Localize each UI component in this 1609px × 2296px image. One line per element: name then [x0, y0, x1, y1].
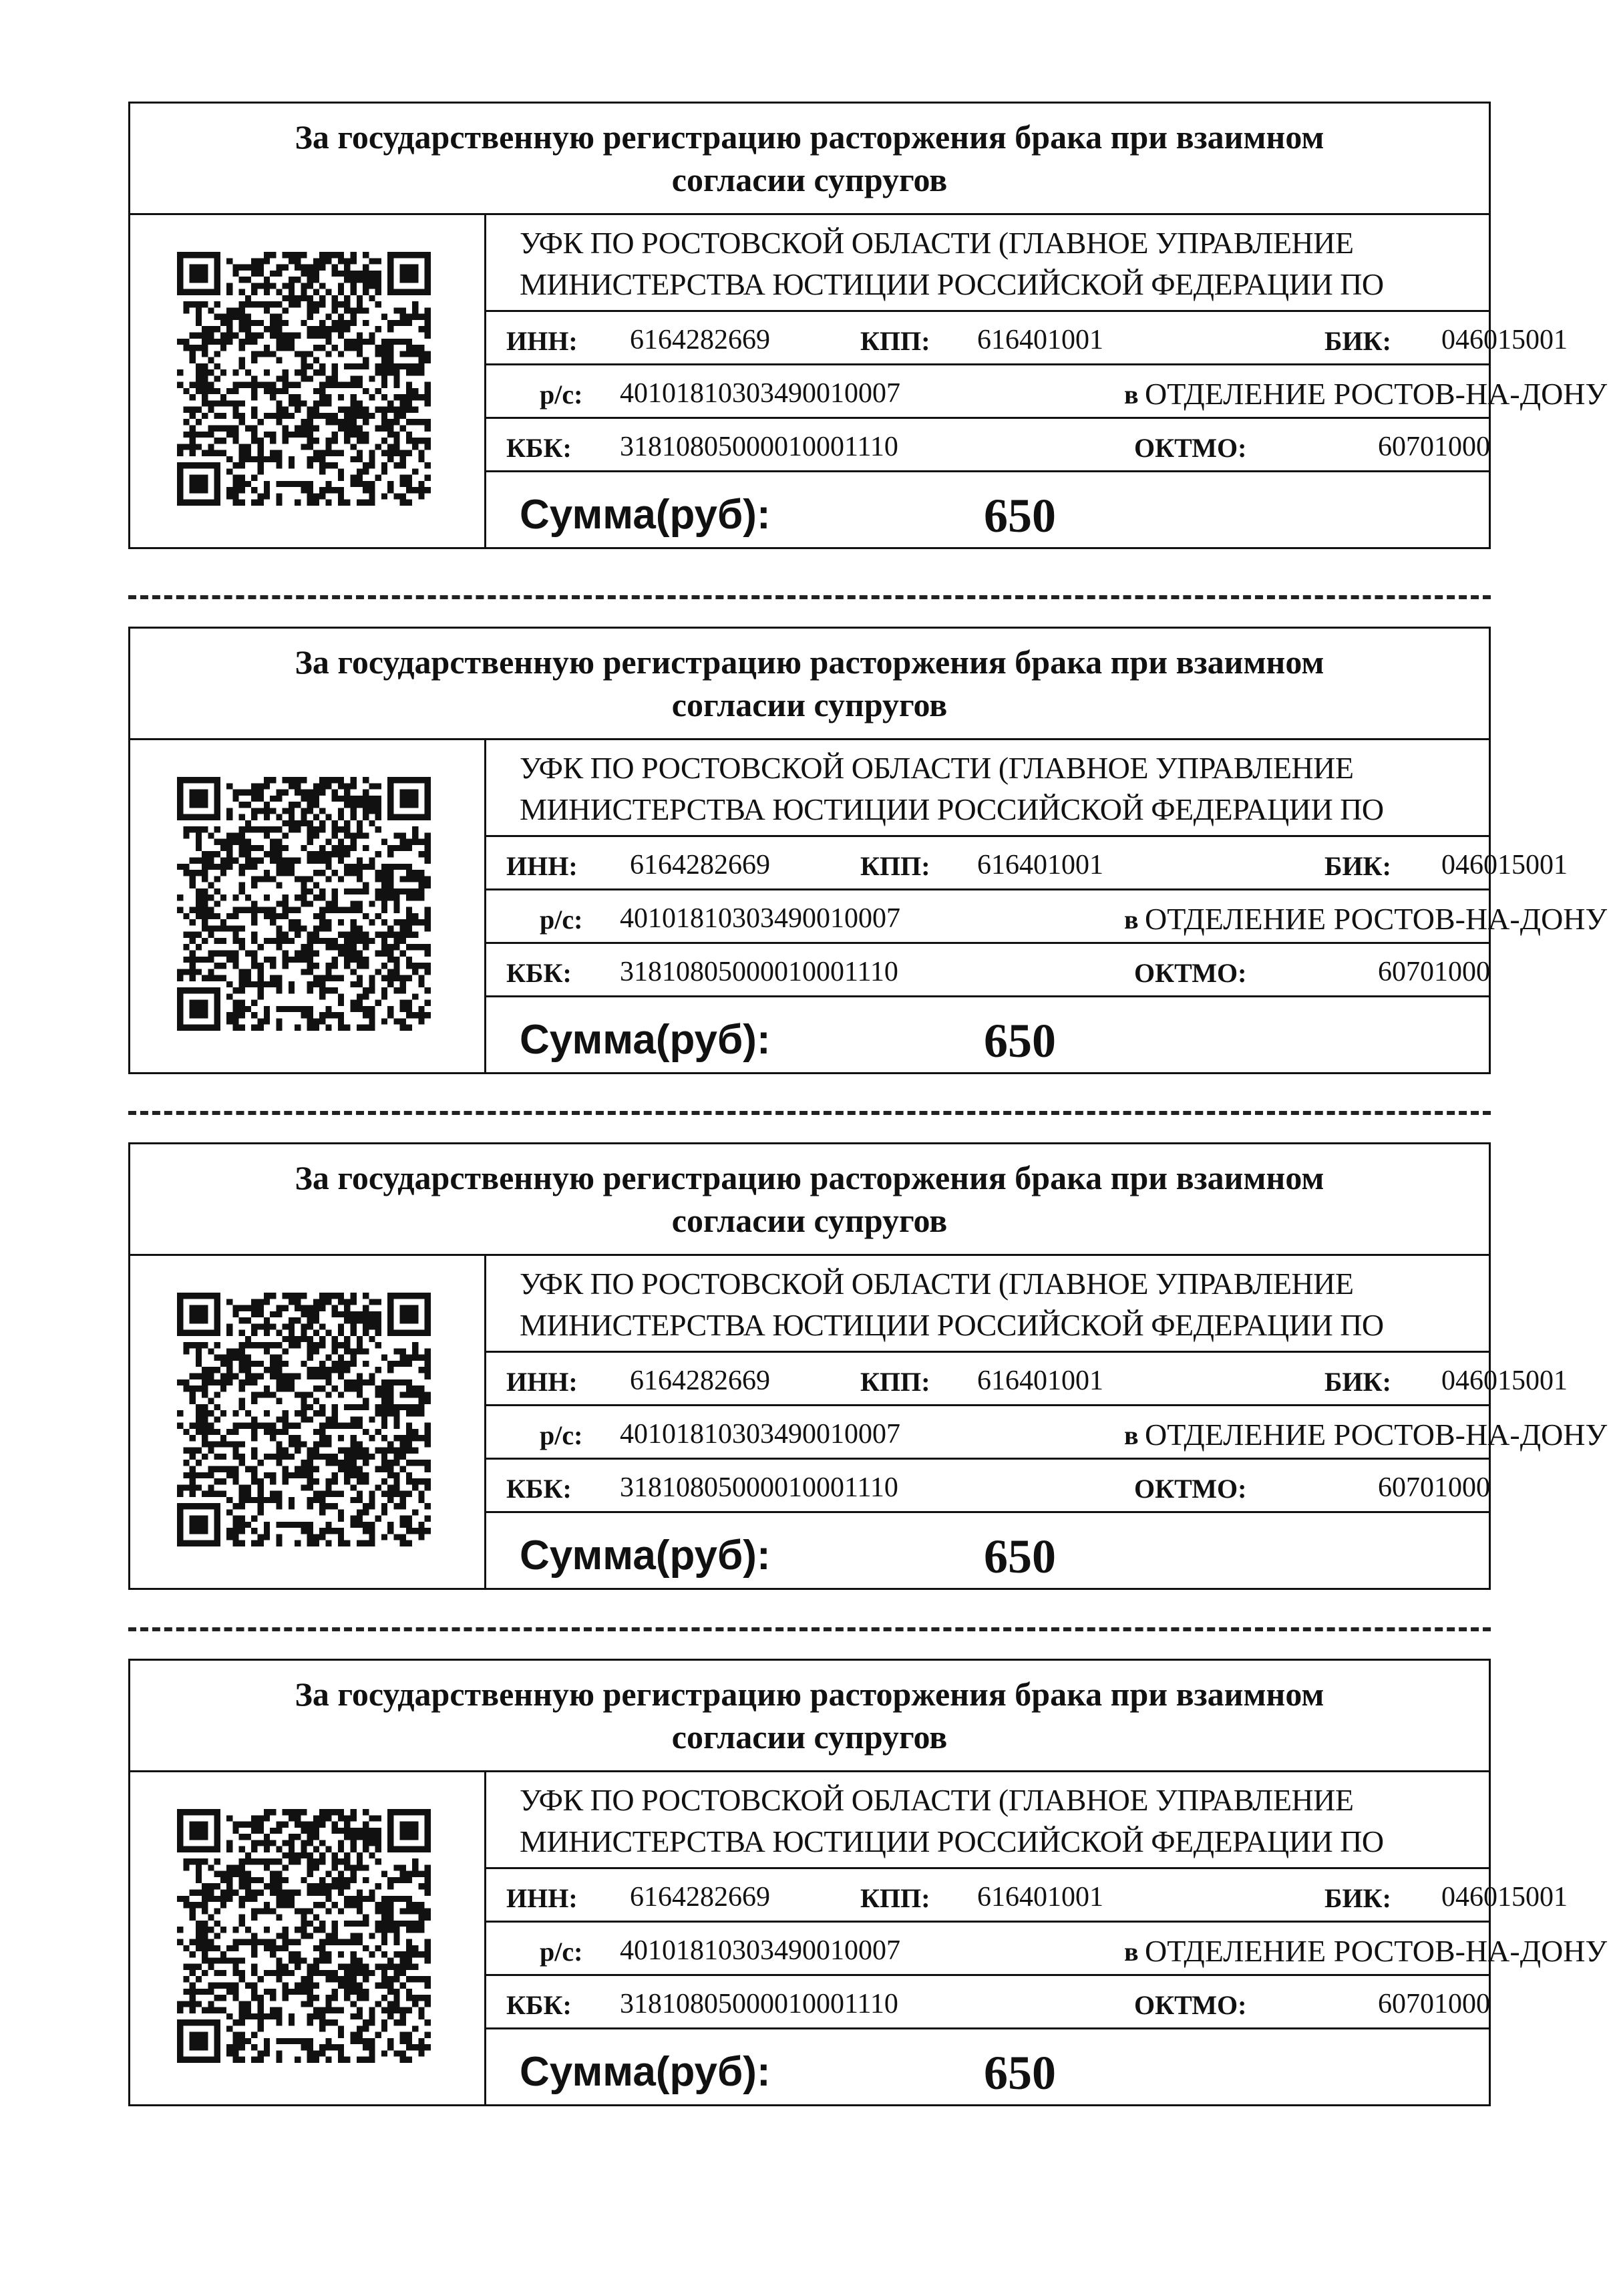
qr-code-icon: [177, 777, 431, 1031]
account-label: р/с:: [540, 1937, 583, 1967]
sum-label: Сумма(руб):: [520, 2049, 771, 2095]
payment-ticket-4: [128, 1659, 1608, 2106]
kpp-label: КПП:: [860, 1367, 930, 1397]
ticket-title: [130, 1144, 1489, 1256]
kbk-oktmo-row: [486, 419, 1489, 472]
bik-label: БИК:: [1324, 1883, 1391, 1913]
account-label: р/с:: [540, 1420, 583, 1450]
bik-label: БИК:: [1324, 1367, 1391, 1397]
sum-value: 650: [984, 1530, 1056, 1583]
cut-line: [128, 1627, 1491, 1631]
kpp-value: 616401001: [977, 325, 1103, 355]
qr-cell: [130, 1254, 486, 1588]
oktmo-value: 60701000: [1378, 1989, 1490, 2019]
payment-ticket-3: [128, 1142, 1608, 1590]
kbk-oktmo-row: [486, 944, 1489, 997]
kbk-label: КБК:: [506, 1474, 572, 1504]
bik-value: 046015001: [1441, 1365, 1568, 1396]
bank-name: ОТДЕЛЕНИЕ РОСТОВ-НА-ДОНУ: [1145, 377, 1608, 411]
recipient-row: [486, 1770, 1489, 1869]
bik-label: БИК:: [1324, 851, 1391, 881]
sum-value: 650: [984, 2046, 1056, 2100]
sum-row: [486, 1513, 1489, 1588]
inn-value: 6164282669: [630, 1882, 770, 1913]
ticket-title: [130, 629, 1489, 740]
account-row: [486, 1923, 1608, 1976]
kbk-value: 31810805000010001110: [620, 1989, 898, 2019]
inn-kpp-bik-row: [486, 1869, 1568, 1923]
recipient-line-2: МИНИСТЕРСТВА ЮСТИЦИИ РОССИЙСКОЙ ФЕДЕРАЦИИ ПО: [520, 267, 1384, 301]
title-line-1: За государственную регистрацию расторжения брака при взаимном: [295, 1675, 1324, 1713]
ticket-title: [130, 104, 1489, 215]
inn-value: 6164282669: [630, 850, 770, 880]
bank-name: ОТДЕЛЕНИЕ РОСТОВ-НА-ДОНУ: [1145, 902, 1608, 936]
ticket-title: [130, 1661, 1489, 1772]
account-label: р/с:: [540, 905, 583, 935]
qr-cell: [130, 738, 486, 1072]
account-value: 40101810303490010007: [620, 1419, 900, 1450]
bank-name: ОТДЕЛЕНИЕ РОСТОВ-НА-ДОНУ: [1145, 1934, 1608, 1968]
inn-kpp-bik-row: [486, 1353, 1568, 1406]
kbk-value: 31810805000010001110: [620, 957, 898, 987]
title-line-2: согласии супругов: [671, 1202, 948, 1239]
inn-label: ИНН:: [506, 326, 578, 356]
inn-label: ИНН:: [506, 1883, 578, 1913]
cut-line: [128, 1111, 1491, 1115]
recipient-row: [486, 1254, 1489, 1353]
bank-preposition: в: [1124, 1937, 1139, 1967]
qr-code-icon: [177, 1809, 431, 2063]
kpp-value: 616401001: [977, 1882, 1103, 1913]
recipient-line-1: УФК ПО РОСТОВСКОЙ ОБЛАСТИ (ГЛАВНОЕ УПРАВЛЕНИЕ: [520, 226, 1354, 260]
kbk-label: КБК:: [506, 433, 572, 463]
oktmo-value: 60701000: [1378, 432, 1490, 462]
sum-row: [486, 997, 1489, 1072]
payment-ticket-2: [128, 627, 1608, 1074]
recipient-line-1: УФК ПО РОСТОВСКОЙ ОБЛАСТИ (ГЛАВНОЕ УПРАВЛЕНИЕ: [520, 1783, 1354, 1817]
oktmo-value: 60701000: [1378, 957, 1490, 987]
kpp-label: КПП:: [860, 1883, 930, 1913]
account-label: р/с:: [540, 379, 583, 409]
kbk-label: КБК:: [506, 958, 572, 988]
oktmo-label: ОКТМО:: [1134, 1474, 1247, 1504]
oktmo-value: 60701000: [1378, 1472, 1490, 1503]
account-row: [486, 365, 1608, 419]
qr-cell: [130, 1770, 486, 2104]
bank-preposition: в: [1124, 379, 1139, 409]
account-value: 40101810303490010007: [620, 1935, 900, 1966]
bank-name: ОТДЕЛЕНИЕ РОСТОВ-НА-ДОНУ: [1145, 1418, 1608, 1452]
sum-label: Сумма(руб):: [520, 492, 771, 538]
cut-line: [128, 595, 1491, 599]
payment-details: [486, 1770, 1608, 2104]
bank-preposition: в: [1124, 905, 1139, 935]
title-line-1: За государственную регистрацию расторжения брака при взаимном: [295, 1159, 1324, 1196]
bik-label: БИК:: [1324, 326, 1391, 356]
bik-value: 046015001: [1441, 1882, 1568, 1913]
inn-kpp-bik-row: [486, 312, 1568, 365]
inn-label: ИНН:: [506, 851, 578, 881]
recipient-line-2: МИНИСТЕРСТВА ЮСТИЦИИ РОССИЙСКОЙ ФЕДЕРАЦИИ ПО: [520, 1824, 1384, 1858]
oktmo-label: ОКТМО:: [1134, 958, 1247, 988]
title-line-2: согласии супругов: [671, 161, 948, 198]
recipient-row: [486, 738, 1489, 837]
inn-value: 6164282669: [630, 325, 770, 355]
bik-value: 046015001: [1441, 325, 1568, 355]
title-line-1: За государственную регистрацию расторжения брака при взаимном: [295, 118, 1324, 156]
qr-code-icon: [177, 1293, 431, 1546]
oktmo-label: ОКТМО:: [1134, 433, 1247, 463]
recipient-line-1: УФК ПО РОСТОВСКОЙ ОБЛАСТИ (ГЛАВНОЕ УПРАВЛЕНИЕ: [520, 751, 1354, 785]
account-row: [486, 890, 1608, 944]
kbk-oktmo-row: [486, 1460, 1489, 1513]
recipient-line-2: МИНИСТЕРСТВА ЮСТИЦИИ РОССИЙСКОЙ ФЕДЕРАЦИИ ПО: [520, 1308, 1384, 1342]
kpp-value: 616401001: [977, 850, 1103, 880]
recipient-line-2: МИНИСТЕРСТВА ЮСТИЦИИ РОССИЙСКОЙ ФЕДЕРАЦИИ ПО: [520, 792, 1384, 826]
inn-label: ИНН:: [506, 1367, 578, 1397]
bik-value: 046015001: [1441, 850, 1568, 880]
account-value: 40101810303490010007: [620, 903, 900, 934]
kpp-value: 616401001: [977, 1365, 1103, 1396]
sum-row: [486, 472, 1489, 547]
kpp-label: КПП:: [860, 851, 930, 881]
inn-value: 6164282669: [630, 1365, 770, 1396]
title-line-2: согласии супругов: [671, 686, 948, 723]
qr-code-icon: [177, 252, 431, 506]
sum-row: [486, 2029, 1489, 2104]
recipient-line-1: УФК ПО РОСТОВСКОЙ ОБЛАСТИ (ГЛАВНОЕ УПРАВЛЕНИЕ: [520, 1267, 1354, 1301]
sum-label: Сумма(руб):: [520, 1532, 771, 1579]
account-row: [486, 1406, 1608, 1460]
bank-preposition: в: [1124, 1420, 1139, 1450]
title-line-1: За государственную регистрацию расторжения брака при взаимном: [295, 643, 1324, 681]
qr-cell: [130, 213, 486, 547]
payment-details: [486, 738, 1608, 1072]
payment-ticket-1: [128, 102, 1608, 549]
recipient-row: [486, 213, 1489, 312]
title-line-2: согласии супругов: [671, 1718, 948, 1756]
sum-label: Сумма(руб):: [520, 1017, 771, 1063]
sum-value: 650: [984, 1014, 1056, 1068]
inn-kpp-bik-row: [486, 837, 1568, 890]
kbk-value: 31810805000010001110: [620, 432, 898, 462]
kbk-value: 31810805000010001110: [620, 1472, 898, 1503]
sum-value: 650: [984, 489, 1056, 542]
account-value: 40101810303490010007: [620, 378, 900, 409]
kpp-label: КПП:: [860, 326, 930, 356]
kbk-oktmo-row: [486, 1976, 1489, 2029]
oktmo-label: ОКТМО:: [1134, 1990, 1247, 2020]
payment-details: [486, 1254, 1608, 1588]
kbk-label: КБК:: [506, 1990, 572, 2020]
payment-details: [486, 213, 1608, 547]
